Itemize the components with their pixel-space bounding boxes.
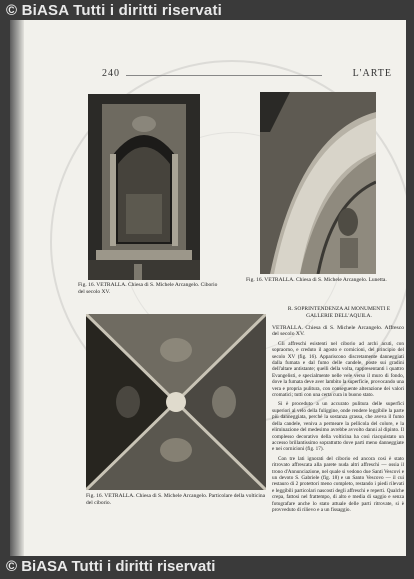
page-header (102, 68, 392, 84)
copyright-watermark-top: © BiASA Tutti i diritti riservati (6, 2, 223, 19)
running-title: L'ARTE (352, 68, 392, 79)
article-body (272, 325, 404, 516)
figure-caption-vault: Fig. 16. VETRALLA. Chiesa di S. Michele Arcangelo. Particolare della volticina del ciborio. (86, 493, 266, 506)
figure-ciborium-photo (88, 94, 200, 280)
article-paragraph-2: Si è proceduto a un accurato pulitura delle superfici superiori al velo della fuliggine, onde rendere leggibile la parte più danneggiata, perché la sostanza grassa, che aveva il fumo della candele, veniva a permeare la pellicola del colore, e la eliminazione del medesimo avrebbe avvolto danni al dipinto. Il complesso decorativo della volticina ha così riacquistato un accesso brillantissimo soprattutto dove parti meno danneggiate e nei cornicioni (fig. 17). (272, 401, 404, 453)
figure-caption-ciborium: Fig. 16. VETRALLA. Chiesa di S. Michele Arcangelo. Ciborio del secolo XV. (78, 282, 218, 295)
article-heading: VETRALLA. Chiesa di S. Michele Arcangelo. Affresco del secolo XV. (272, 325, 404, 338)
article-paragraph-3: Con tre lati ignorati del ciborio ed ancora così è stato ritrovato affrescata alla parete nuda altri affreschi — ossia il trono d'Annunciazione, nel quale si vedono due Santi Vescovi e un devoto S. Gabriele (fig. 18) e un Santo Vescovo — il cui restauro di 2 protettori meno completo, restando i piedi rilevati e leggibili particolari nascosti degli affreschi e reperti. Qualche crepa, fattosi nel frattempo, di alto e media di saggio e senza fotografare anche lo stato attuale delle parti ritrovate, si è provveduto di rilievo e a un fissaggio. (272, 455, 404, 513)
page-binding-shadow (10, 20, 24, 556)
page-number: 240 (102, 68, 120, 79)
header-rule (126, 75, 322, 76)
book-page (10, 20, 406, 556)
figure-caption-lunette: Fig. 16. VETRALLA. Chiesa di S. Michele Arcangelo. Lunetta. (246, 277, 387, 283)
figure-lunette-photo (260, 92, 376, 274)
article-paragraph-1: Gli affreschi esistenti nel ciborio ad archi acuti, con sopraorno, e creduto il agosto e cornicioni, del principio del secolo XV (fig. 16). Appariscono discretamente danneggiati dalla fumata e dal fumo delle candele, poste sui gradini dell'altare antistante; quelli della volta, rappresentanti i quattro Evangelisti, e specialmente nelle vele verso il muro di fondo, dove la fumata deve aver lambito la superficie, provocando una vera e propria pulitura, con conseguente alterazione dei valori cromatici; tutti con una certa cura in buono stato. (272, 340, 404, 399)
figure-vault-photo (86, 314, 266, 490)
credit-line: R. SOPRINTENDENZA AI MONUMENTI E GALLERIE DELL'AQUILA. (287, 306, 391, 319)
copyright-watermark-bottom: © BiASA Tutti i diritti riservati (6, 558, 216, 575)
